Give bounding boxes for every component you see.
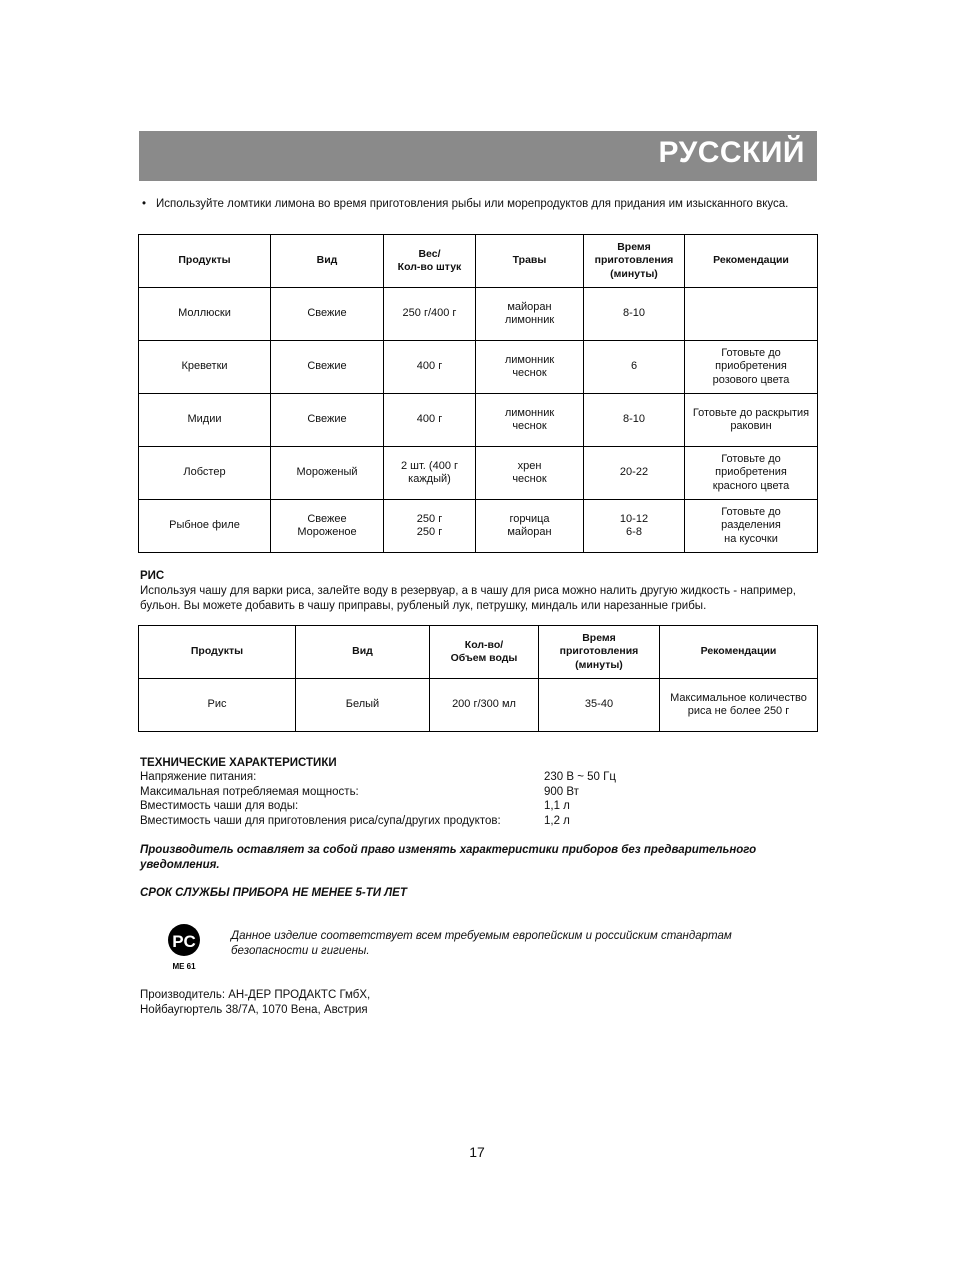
cert-code: ME 61 <box>172 962 196 971</box>
table-cell: Свежее Мороженое <box>271 500 384 553</box>
table-row <box>139 394 818 447</box>
page-number: 17 <box>469 1144 485 1160</box>
table-cell: хрен чеснок <box>476 447 584 500</box>
spec-label: Вместимость чаши для приготовления риса/супа/других продуктов: <box>140 814 501 827</box>
rice-description: Используя чашу для варки риса, залейте воду в резервуар, а в чашу для риса можно налить другую жидкость - например, бульон. Вы можете добавить в чашу приправы, рубленый лук, петрушку, миндаль или нарезанные грибы. <box>140 585 796 612</box>
spec-value: 1,1 л <box>544 800 570 812</box>
table-row <box>139 500 818 553</box>
lemon-tip-text: Используйте ломтики лимона во время приготовления рыбы или морепродуктов для придания им изысканного вкуса. <box>156 198 789 210</box>
table-cell: 35-40 <box>539 679 660 732</box>
table-cell: Свежие <box>271 394 384 447</box>
table-cell: Готовьте до раскрытия раковин <box>685 394 818 447</box>
spec-row <box>140 800 820 815</box>
spec-row <box>140 815 820 830</box>
spec-value: 230 В ~ 50 Гц <box>544 771 616 783</box>
table-cell: Рис <box>139 679 296 732</box>
table-cell: Мороженый <box>271 447 384 500</box>
manufacturer-info <box>140 988 370 1017</box>
spec-label: Вместимость чаши для воды: <box>140 800 299 812</box>
rice-table <box>138 625 818 732</box>
table-cell: 400 г <box>384 394 476 447</box>
manufacturer-name: Производитель: АН-ДЕР ПРОДАКТС ГмбХ, <box>140 989 371 1001</box>
table-cell: 400 г <box>384 341 476 394</box>
column-header: Рекомендации <box>660 626 818 679</box>
spec-row <box>140 771 820 786</box>
table-cell: 10-12 6-8 <box>584 500 685 553</box>
table-cell: 20-22 <box>584 447 685 500</box>
table-cell: лимонник чеснок <box>476 394 584 447</box>
column-header: Время приготовления (минуты) <box>584 235 685 288</box>
spec-value: 900 Вт <box>544 785 579 798</box>
column-header: Время приготовления (минуты) <box>539 626 660 679</box>
certification-mark <box>163 923 205 971</box>
table-header-row <box>139 626 818 679</box>
table-cell: Рыбное филе <box>139 500 271 553</box>
table-cell: Креветки <box>139 341 271 394</box>
table-cell: майоран лимонник <box>476 288 584 341</box>
table-cell: 6 <box>584 341 685 394</box>
table-cell: Максимальное количество риса не более 250 г <box>660 679 818 732</box>
table-cell: Белый <box>296 679 430 732</box>
pc-cert-icon <box>163 923 205 971</box>
table-cell: Свежие <box>271 341 384 394</box>
table-cell: 200 г/300 мл <box>430 679 539 732</box>
spec-row <box>140 786 820 801</box>
table-cell: Мидии <box>139 394 271 447</box>
table-cell: Готовьте до приобретения розового цвета <box>685 341 818 394</box>
column-header: Рекомендации <box>685 235 818 288</box>
column-header: Кол-во/ Объем воды <box>430 626 539 679</box>
table-cell: Моллюски <box>139 288 271 341</box>
table-header-row <box>139 235 818 288</box>
seafood-table <box>138 234 818 553</box>
table-cell: Готовьте до приобретения красного цвета <box>685 447 818 500</box>
rice-section-title: РИС <box>140 570 165 582</box>
rights-notice: Производитель оставляет за собой право изменять характеристики приборов без предварительного уведомления. <box>140 844 757 871</box>
table-cell: Свежие <box>271 288 384 341</box>
language-title: РУССКИЙ <box>658 136 805 169</box>
bullet-icon: • <box>142 198 147 210</box>
certification-text: Данное изделие соответствует всем требуемым европейским и российским стандартам безопасности и гигиены. <box>231 930 732 957</box>
table-row <box>139 447 818 500</box>
table-cell: Лобстер <box>139 447 271 500</box>
cert-mark-letters: PC <box>172 932 196 951</box>
manufacturer-address: Нойбаугюртель 38/7А, 1070 Вена, Австрия <box>140 1003 368 1016</box>
table-cell: лимонник чеснок <box>476 341 584 394</box>
table-row <box>139 679 818 732</box>
lifetime-notice: СРОК СЛУЖБЫ ПРИБОРА НЕ МЕНЕЕ 5-ТИ ЛЕТ <box>140 887 407 899</box>
language-header <box>139 131 817 181</box>
column-header: Вид <box>271 235 384 288</box>
table-cell: Готовьте до разделения на кусочки <box>685 500 818 553</box>
table-row <box>139 288 818 341</box>
table-cell: 8-10 <box>584 394 685 447</box>
column-header: Вес/ Кол-во штук <box>384 235 476 288</box>
lemon-tip <box>142 197 818 211</box>
specs-title: ТЕХНИЧЕСКИЕ ХАРАКТЕРИСТИКИ <box>140 757 337 769</box>
table-cell: горчица майоран <box>476 500 584 553</box>
spec-label: Максимальная потребляемая мощность: <box>140 785 359 798</box>
table-cell: 2 шт. (400 г каждый) <box>384 447 476 500</box>
column-header: Продукты <box>139 235 271 288</box>
column-header: Травы <box>476 235 584 288</box>
spec-label: Напряжение питания: <box>140 771 257 783</box>
column-header: Вид <box>296 626 430 679</box>
spec-value: 1,2 л <box>544 814 570 827</box>
table-cell: 250 г 250 г <box>384 500 476 553</box>
table-cell <box>685 288 818 341</box>
table-cell: 8-10 <box>584 288 685 341</box>
table-cell: 250 г/400 г <box>384 288 476 341</box>
table-row <box>139 341 818 394</box>
column-header: Продукты <box>139 626 296 679</box>
